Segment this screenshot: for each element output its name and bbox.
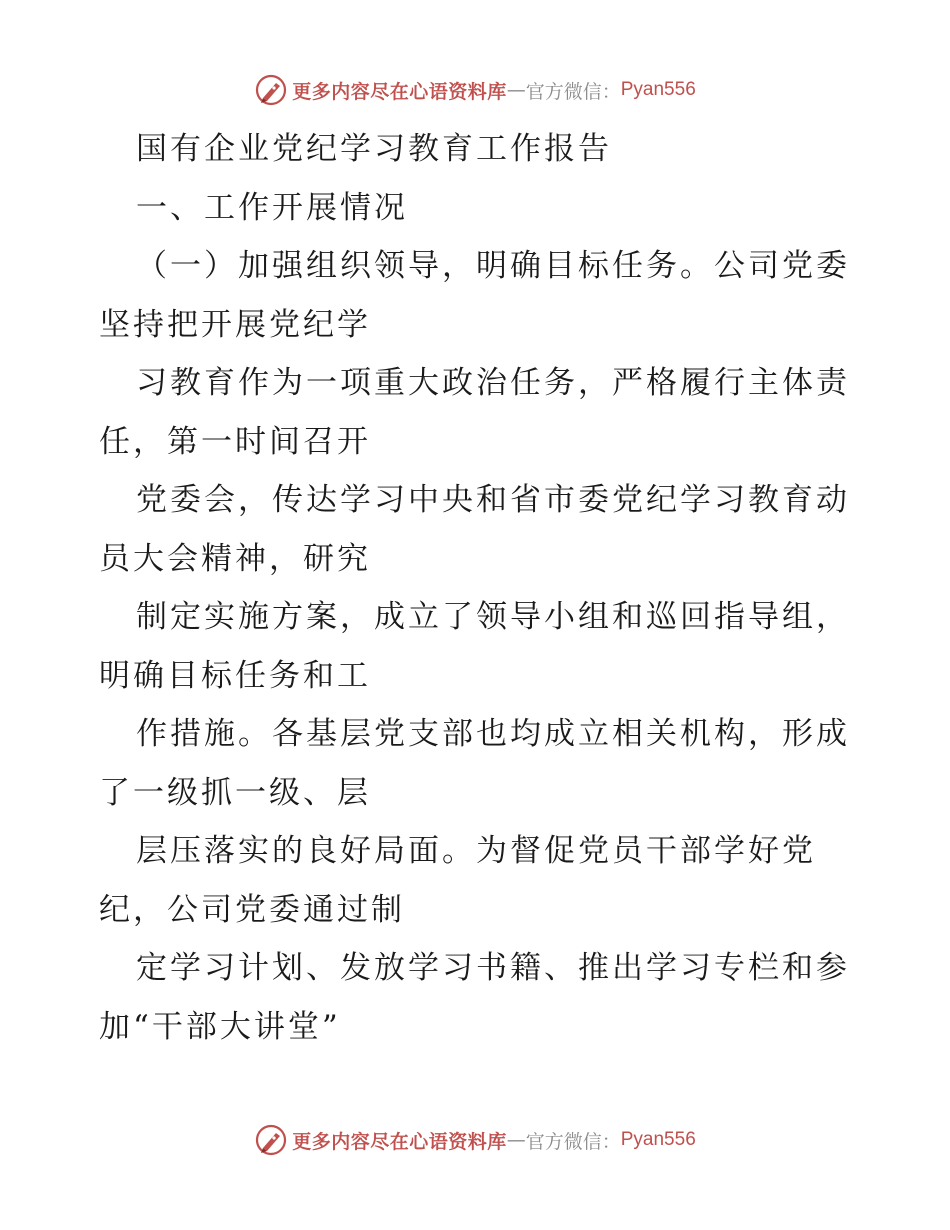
paragraph-line: 作措施。各基层党支部也均成立相关机构，形成 — [136, 716, 850, 752]
watermark-text: 更多内容尽在心语资料库 — [292, 80, 507, 103]
watermark-separator: — — [506, 79, 526, 101]
watermark-id: Pyan556 — [620, 1129, 696, 1150]
paragraph-line: （一）加强组织领导，明确目标任务。公司党委 — [136, 248, 850, 284]
watermark-label: 官方微信： — [525, 80, 621, 103]
section-heading: 一、工作开展情况 — [136, 189, 408, 226]
header-watermark — [0, 70, 950, 110]
paragraph-line: 明确目标任务和工 — [99, 657, 371, 694]
paragraph-line: 定学习计划、发放学习书籍、推出学习专栏和参 — [136, 950, 850, 986]
footer-watermark — [0, 1120, 950, 1160]
pen-logo-icon — [254, 1123, 288, 1157]
watermark-id: Pyan556 — [620, 79, 696, 100]
watermark-separator: — — [506, 1129, 526, 1151]
paragraph-line: 层压落实的良好局面。为督促党员干部学好党 — [136, 833, 816, 869]
paragraph-line: 党委会，传达学习中央和省市委党纪学习教育动 — [136, 482, 850, 518]
pen-logo-icon — [254, 73, 288, 107]
paragraph-line: 了一级抓一级、层 — [99, 774, 371, 811]
paragraph-line: 纪，公司党委通过制 — [99, 891, 405, 928]
paragraph-line: 员大会精神，研究 — [99, 540, 371, 577]
watermark-text: 更多内容尽在心语资料库 — [292, 1130, 507, 1153]
document-body — [99, 120, 859, 1056]
paragraph-line: 制定实施方案，成立了领导小组和巡回指导组， — [136, 599, 850, 635]
paragraph-line: 加“干部大讲堂” — [99, 1008, 341, 1045]
watermark-label: 官方微信： — [525, 1130, 621, 1153]
document-title: 国有企业党纪学习教育工作报告 — [136, 131, 612, 167]
paragraph-line: 任，第一时间召开 — [99, 423, 371, 460]
paragraph-line: 习教育作为一项重大政治任务，严格履行主体责 — [136, 365, 850, 401]
paragraph-line: 坚持把开展党纪学 — [99, 306, 371, 343]
